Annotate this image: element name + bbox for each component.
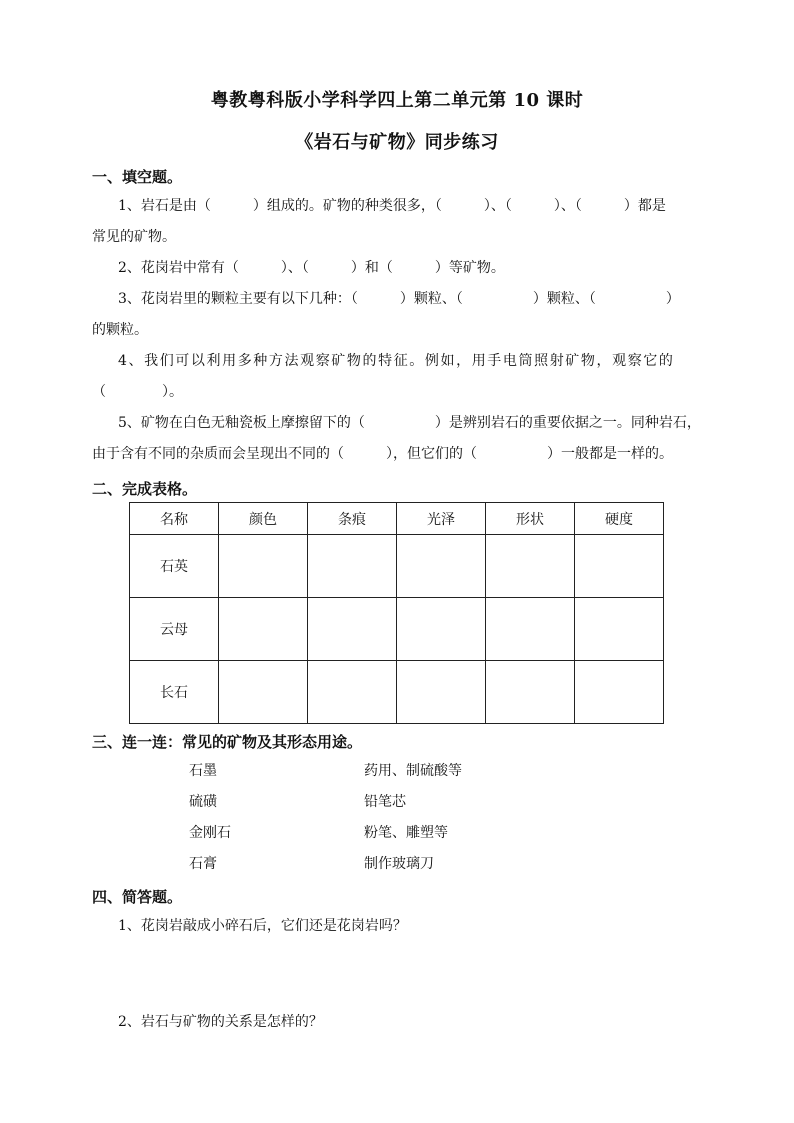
section-table-heading: 二、完成表格。 bbox=[92, 480, 198, 498]
table-header-cell: 条痕 bbox=[308, 503, 397, 535]
table-cell bbox=[219, 598, 308, 661]
table-cell bbox=[219, 661, 308, 724]
table-header-cell: 光泽 bbox=[397, 503, 486, 535]
question-1-line-2: 常见的矿物。 bbox=[92, 229, 176, 245]
table-header-cell: 名称 bbox=[130, 503, 219, 535]
list-item: 硫磺 bbox=[189, 794, 217, 810]
section-fill-blank-heading: 一、填空题。 bbox=[92, 168, 183, 186]
list-item: 石膏 bbox=[189, 856, 217, 872]
table-cell bbox=[397, 598, 486, 661]
table-cell bbox=[219, 535, 308, 598]
list-item: 药用、制硫酸等 bbox=[364, 763, 462, 779]
section-short-answer-heading: 四、简答题。 bbox=[92, 888, 183, 906]
table-row bbox=[130, 598, 664, 661]
table-row-label: 云母 bbox=[130, 598, 219, 661]
mineral-table bbox=[129, 502, 664, 724]
table-header-cell: 硬度 bbox=[575, 503, 664, 535]
section-matching-heading: 三、连一连：常见的矿物及其形态用途。 bbox=[92, 733, 363, 751]
list-item: 金刚石 bbox=[189, 825, 231, 841]
table-header-cell: 形状 bbox=[486, 503, 575, 535]
table-cell bbox=[575, 598, 664, 661]
table-cell bbox=[486, 661, 575, 724]
question-5-line-1: 5、矿物在白色无釉瓷板上摩擦留下的（ ）是辨别岩石的重要依据之一。同种岩石， bbox=[118, 415, 701, 431]
list-item: 铅笔芯 bbox=[364, 794, 406, 810]
table-cell bbox=[308, 661, 397, 724]
question-4-line-2: （ ）。 bbox=[92, 384, 183, 400]
table-cell bbox=[575, 661, 664, 724]
worksheet-subtitle: 《岩石与矿物》同步练习 bbox=[295, 132, 499, 153]
list-item: 制作玻璃刀 bbox=[364, 856, 434, 872]
question-3-line-2: 的颗粒。 bbox=[92, 322, 148, 338]
question-2: 2、花岗岩中常有（ ）、（ ）和（ ）等矿物。 bbox=[118, 260, 505, 276]
table-cell bbox=[486, 535, 575, 598]
short-answer-question-1: 1、花岗岩敲成小碎石后，它们还是花岗岩吗？ bbox=[118, 918, 407, 934]
table-row-label: 石英 bbox=[130, 535, 219, 598]
table-cell bbox=[308, 535, 397, 598]
question-1-line-1: 1、岩石是由（ ）组成的。矿物的种类很多，（ ）、（ ）、（ ）都是 bbox=[118, 198, 666, 214]
question-3-line-1: 3、花岗岩里的颗粒主要有以下几种：（ ）颗粒、（ ）颗粒、（ ） bbox=[118, 291, 680, 307]
table-cell bbox=[575, 535, 664, 598]
matching-right-column bbox=[364, 756, 462, 880]
table-row-label: 长石 bbox=[130, 661, 219, 724]
short-answer-question-2: 2、岩石与矿物的关系是怎样的？ bbox=[118, 1014, 323, 1030]
table-header-cell: 颜色 bbox=[219, 503, 308, 535]
list-item: 粉笔、雕塑等 bbox=[364, 825, 448, 841]
matching-left-column bbox=[189, 756, 231, 880]
table-cell bbox=[397, 661, 486, 724]
question-5-line-2: 由于含有不同的杂质而会呈现出不同的（ ），但它们的（ ）一般都是一样的。 bbox=[92, 446, 673, 462]
table-header-row bbox=[130, 503, 664, 535]
question-4-line-1: 4、我们可以利用多种方法观察矿物的特征。例如，用手电筒照射矿物，观察它的 bbox=[118, 353, 675, 369]
table-row bbox=[130, 661, 664, 724]
worksheet-title: 粤教粤科版小学科学四上第二单元第 10 课时 bbox=[210, 90, 584, 111]
table-cell bbox=[308, 598, 397, 661]
table-row bbox=[130, 535, 664, 598]
list-item: 石墨 bbox=[189, 763, 217, 779]
table-cell bbox=[486, 598, 575, 661]
table-cell bbox=[397, 535, 486, 598]
